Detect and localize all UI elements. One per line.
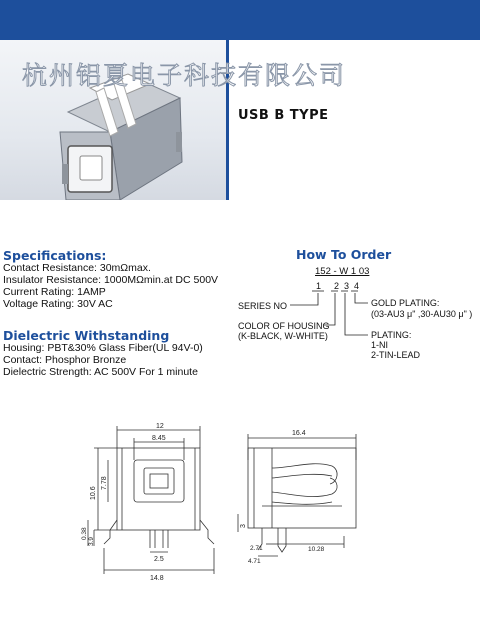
dim-body-offset: 10.28 — [308, 546, 325, 553]
dim-width-overall: 12 — [156, 423, 164, 430]
dielectric-heading: Dielectric Withstanding — [3, 328, 170, 343]
spec-contact-resistance: Contact Resistance: 30mΩmax. — [3, 262, 151, 274]
order-plating-tin-lead: 2-TIN-LEAD — [371, 350, 421, 360]
dim-pin-offset: 0.38 — [81, 527, 88, 540]
front-view-drawing — [80, 420, 220, 590]
dielectric-contact: Contact: Phosphor Bronze — [3, 354, 127, 366]
order-pos-4: 4 — [354, 281, 360, 291]
dim-base-width: 14.8 — [150, 575, 164, 582]
order-housing-label: COLOR OF HOUSING — [238, 321, 330, 331]
company-watermark: 杭州铝夏电子科技有限公司 — [22, 61, 347, 90]
dim-pin-pitch: 2.5 — [154, 556, 164, 563]
dim-height-inner: 7.78 — [101, 476, 108, 490]
order-pos-3: 3 — [344, 281, 350, 291]
order-series-label: SERIES NO — [238, 301, 288, 311]
dim-pin-length: 3 — [240, 524, 247, 528]
spec-current-rating: Current Rating: 1AMP — [3, 286, 106, 298]
order-gold-label: GOLD PLATING: — [371, 298, 440, 308]
side-view-drawing — [232, 420, 372, 580]
order-plating-label: PLATING: — [371, 330, 412, 340]
order-housing-options: (K-BLACK, W-WHITE) — [238, 331, 328, 341]
specifications-heading: Specifications: — [3, 248, 107, 263]
dim-width-inner: 8.45 — [152, 435, 166, 442]
dim-pin-height: 3.9 — [88, 536, 95, 546]
dim-height-overall: 10.6 — [90, 486, 97, 500]
dim-base-offset: 4.71 — [248, 558, 261, 565]
dim-pin-offset-side: 2.71 — [250, 545, 263, 552]
spec-insulator-resistance: Insulator Resistance: 1000MΩmin.at DC 500V — [3, 274, 219, 286]
dim-length: 16.4 — [292, 430, 306, 437]
page-title: USB B TYPE — [238, 108, 329, 123]
order-part-number: 152 - W 1 03 — [315, 266, 370, 277]
order-pos-2: 2 — [334, 281, 340, 291]
order-heading: How To Order — [296, 247, 392, 262]
dielectric-strength: Dielectric Strength: AC 500V For 1 minute — [3, 366, 198, 378]
order-plating-ni: 1-NI — [371, 340, 389, 350]
order-gold-options: (03-AU3 μ" ,30-AU30 μ" ) — [371, 309, 473, 319]
order-pos-1: 1 — [316, 281, 322, 291]
spec-voltage-rating: Voltage Rating: 30V AC — [3, 298, 113, 310]
dielectric-housing: Housing: PBT&30% Glass Fiber(UL 94V-0) — [3, 342, 203, 354]
